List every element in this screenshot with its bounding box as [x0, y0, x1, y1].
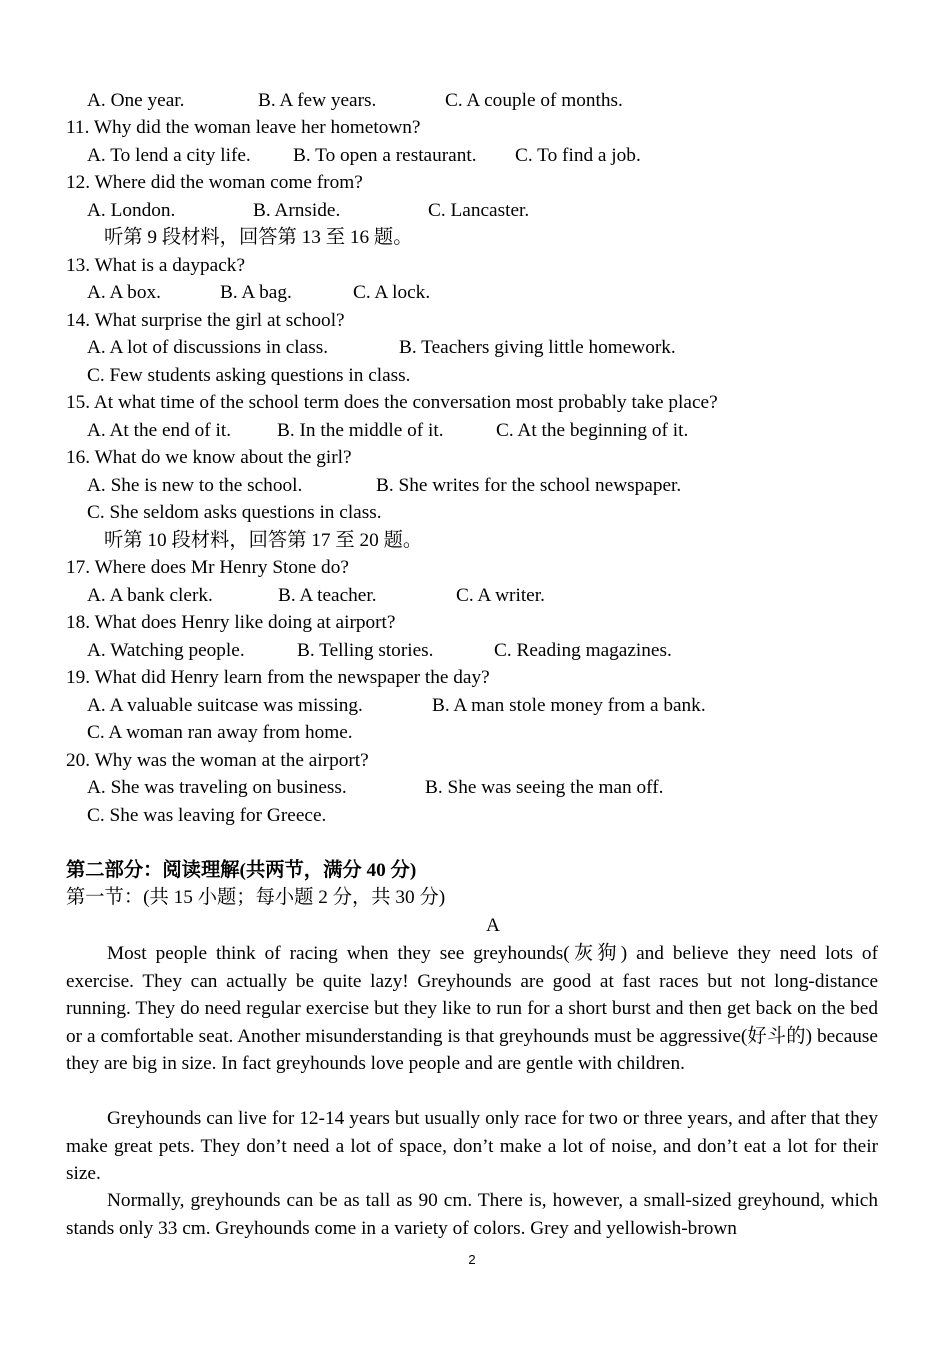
- q17-option-c: C. A writer.: [456, 585, 545, 606]
- q10-option-c: C. A couple of months.: [445, 90, 623, 111]
- q10-option-a: A. One year.: [87, 90, 185, 111]
- q13-option-c: C. A lock.: [353, 282, 431, 303]
- q15-option-a: A. At the end of it.: [87, 420, 232, 441]
- passage-paragraph-2: Greyhounds can live for 12-14 years but usually only race for two or three years, and after that they make great pets. They don’t need a lot of space, don’t make a lot of noise, and don’t eat a lot for their size.: [66, 1108, 878, 1184]
- q18-option-a: A. Watching people.: [87, 640, 245, 661]
- part-2-section-1: 第一节：(共 15 小题；每小题 2 分，共 30 分): [66, 887, 446, 908]
- section-9-instruction: 听第 9 段材料，回答第 13 至 16 题。: [104, 227, 413, 248]
- q11-question: 11. Why did the woman leave her hometown?: [66, 117, 421, 138]
- q17-option-a: A. A bank clerk.: [87, 585, 213, 606]
- q20-option-c: C. She was leaving for Greece.: [87, 805, 327, 826]
- q14-question: 14. What surprise the girl at school?: [66, 310, 345, 331]
- q19-option-c: C. A woman ran away from home.: [87, 722, 353, 743]
- q16-option-c: C. She seldom asks questions in class.: [87, 502, 382, 523]
- q11-option-a: A. To lend a city life.: [87, 145, 251, 166]
- q16-option-a: A. She is new to the school.: [87, 475, 303, 496]
- q12-option-c: C. Lancaster.: [428, 200, 530, 221]
- q16-option-b: B. She writes for the school newspaper.: [376, 475, 682, 496]
- q13-option-a: A. A box.: [87, 282, 161, 303]
- q19-option-b: B. A man stole money from a bank.: [432, 695, 706, 716]
- part-2-title: 第二部分：阅读理解(共两节，满分 40 分): [66, 860, 417, 881]
- q19-question: 19. What did Henry learn from the newspaper the day?: [66, 667, 490, 688]
- q18-option-c: C. Reading magazines.: [494, 640, 672, 661]
- q19-option-a: A. A valuable suitcase was missing.: [87, 695, 363, 716]
- passage-label: A: [486, 915, 500, 936]
- q11-option-b: B. To open a restaurant.: [293, 145, 477, 166]
- q12-question: 12. Where did the woman come from?: [66, 172, 363, 193]
- q18-option-b: B. Telling stories.: [297, 640, 434, 661]
- q12-option-b: B. Arnside.: [253, 200, 341, 221]
- q17-question: 17. Where does Mr Henry Stone do?: [66, 557, 349, 578]
- q14-option-c: C. Few students asking questions in class.: [87, 365, 411, 386]
- q20-option-b: B. She was seeing the man off.: [425, 777, 664, 798]
- q10-option-b: B. A few years.: [258, 90, 377, 111]
- q14-option-a: A. A lot of discussions in class.: [87, 337, 329, 358]
- q13-question: 13. What is a daypack?: [66, 255, 246, 276]
- q13-option-b: B. A bag.: [220, 282, 292, 303]
- passage-paragraph-3: Normally, greyhounds can be as tall as 90 cm. There is, however, a small-sized greyhound, which stands only 33 cm. Greyhounds come in a variety of colors. Grey and yellowish-brown: [66, 1190, 878, 1239]
- q14-option-b: B. Teachers giving little homework.: [399, 337, 676, 358]
- q18-question: 18. What does Henry like doing at airport?: [66, 612, 396, 633]
- q16-question: 16. What do we know about the girl?: [66, 447, 352, 468]
- q11-option-c: C. To find a job.: [515, 145, 641, 166]
- q20-question: 20. Why was the woman at the airport?: [66, 750, 369, 771]
- q17-option-b: B. A teacher.: [278, 585, 377, 606]
- passage-paragraph-1: Most people think of racing when they see greyhounds(灰狗) and believe they need lots of exercise. They can actually be quite lazy! Greyhounds are good at fast races but not long-distance running. They do need regular exercise but they like to run for a short burst and then get back on the bed or a comfortable seat. Another misunderstanding is that greyhounds must be aggressive(好斗的) because they are big in size. In fact greyhounds love people and are gentle with children.: [66, 943, 878, 1074]
- q15-option-c: C. At the beginning of it.: [496, 420, 689, 441]
- q12-option-a: A. London.: [87, 200, 176, 221]
- page-number: 2: [468, 1252, 476, 1267]
- q20-option-a: A. She was traveling on business.: [87, 777, 347, 798]
- q15-question: 15. At what time of the school term does the conversation most probably take place?: [66, 392, 718, 413]
- q15-option-b: B. In the middle of it.: [277, 420, 444, 441]
- section-10-instruction: 听第 10 段材料，回答第 17 至 20 题。: [104, 530, 423, 551]
